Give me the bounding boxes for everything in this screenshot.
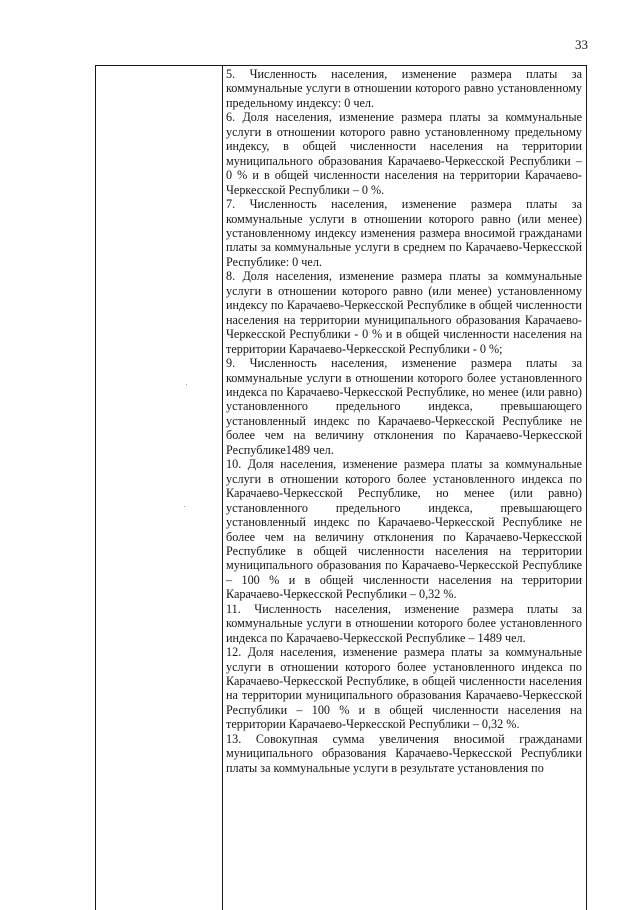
paragraph-8: 8. Доля населения, изменение размера платы за коммунальные услуги в отношении которого равно (или менее) установленному индексу по Карачаево-Черкесской Республике в общей численности населения на территории муниципального образования Карачаево-Черкесской Республики - 0 % и в общей численности населения на территории Карачаево-Черкесской Республики - 0 %; [226,269,582,356]
paragraph-11: 11. Численность населения, изменение размера платы за коммунальные услуги в отношении которого более установленного индекса по Карачаево-Черкесской Республике – 1489 чел. [226,601,582,645]
paragraph-13: 13. Совокупная сумма увеличения вносимой гражданами муниципального образования Карачаево-Черкесской Республики платы за коммунальные услуги в результате установления по [226,731,582,775]
document-table [95,65,587,910]
paragraph-6: 6. Доля населения, изменение размера платы за коммунальные услуги в отношении которого равно установленному предельному индексу, в общей численности населения на территории муниципального образования Карачаево-Черкесской Республики – 0 % и в общей численности населения на территории Карачаево-Черкесской Республики – 0 %. [226,110,582,197]
paragraph-7: 7. Численность населения, изменение размера платы за коммунальные услуги в отношении которого равно (или менее) установленному индексу изменения размера вносимой гражданами платы за коммунальные услуги в среднем по Карачаево-Черкесской Республике: 0 чел. [226,197,582,269]
paragraph-9: 9. Численность населения, изменение размера платы за коммунальные услуги в отношении которого более установленного индекса по Карачаево-Черкесской Республике, но менее (или равно) установленного предельного индекса, превышающего установленный индекс по Карачаево-Черкесской Республике не более чем на величину отклонения по Карачаево-Черкесской Республике1489 чел. [226,356,582,457]
scan-speck [184,506,185,507]
page-number: 33 [575,37,588,52]
paragraph-5: 5. Численность населения, изменение размера платы за коммунальные услуги в отношении которого равно установленному предельному индексу: 0 чел. [226,67,582,110]
scan-speck [186,384,187,385]
table-left-cell [96,66,223,910]
paragraph-10: 10. Доля населения, изменение размера платы за коммунальные услуги в отношении которого более установленного индекса по Карачаево-Черкесской Республике, но менее (или равно) установленного предельного индекса, превышающего установленный индекс по Карачаево-Черкесской Республике не более чем на величину отклонения по Карачаево-Черкесской Республике в общей численности населения на территории муниципального образования по Карачаево-Черкесской Республике – 100 % и в общей численности населения на территории Карачаево-Черкесской Республики – 0,32 %. [226,457,582,602]
paragraph-12: 12. Доля населения, изменение размера платы за коммунальные услуги в отношении которого более установленного индекса по Карачаево-Черкесской Республике, в общей численности населения на территории муниципального образования Карачаево-Черкесской Республики – 100 % и в общей численности населения на территории Карачаево-Черкесской Республики – 0,32 %. [226,645,582,732]
table-right-cell [226,67,582,775]
